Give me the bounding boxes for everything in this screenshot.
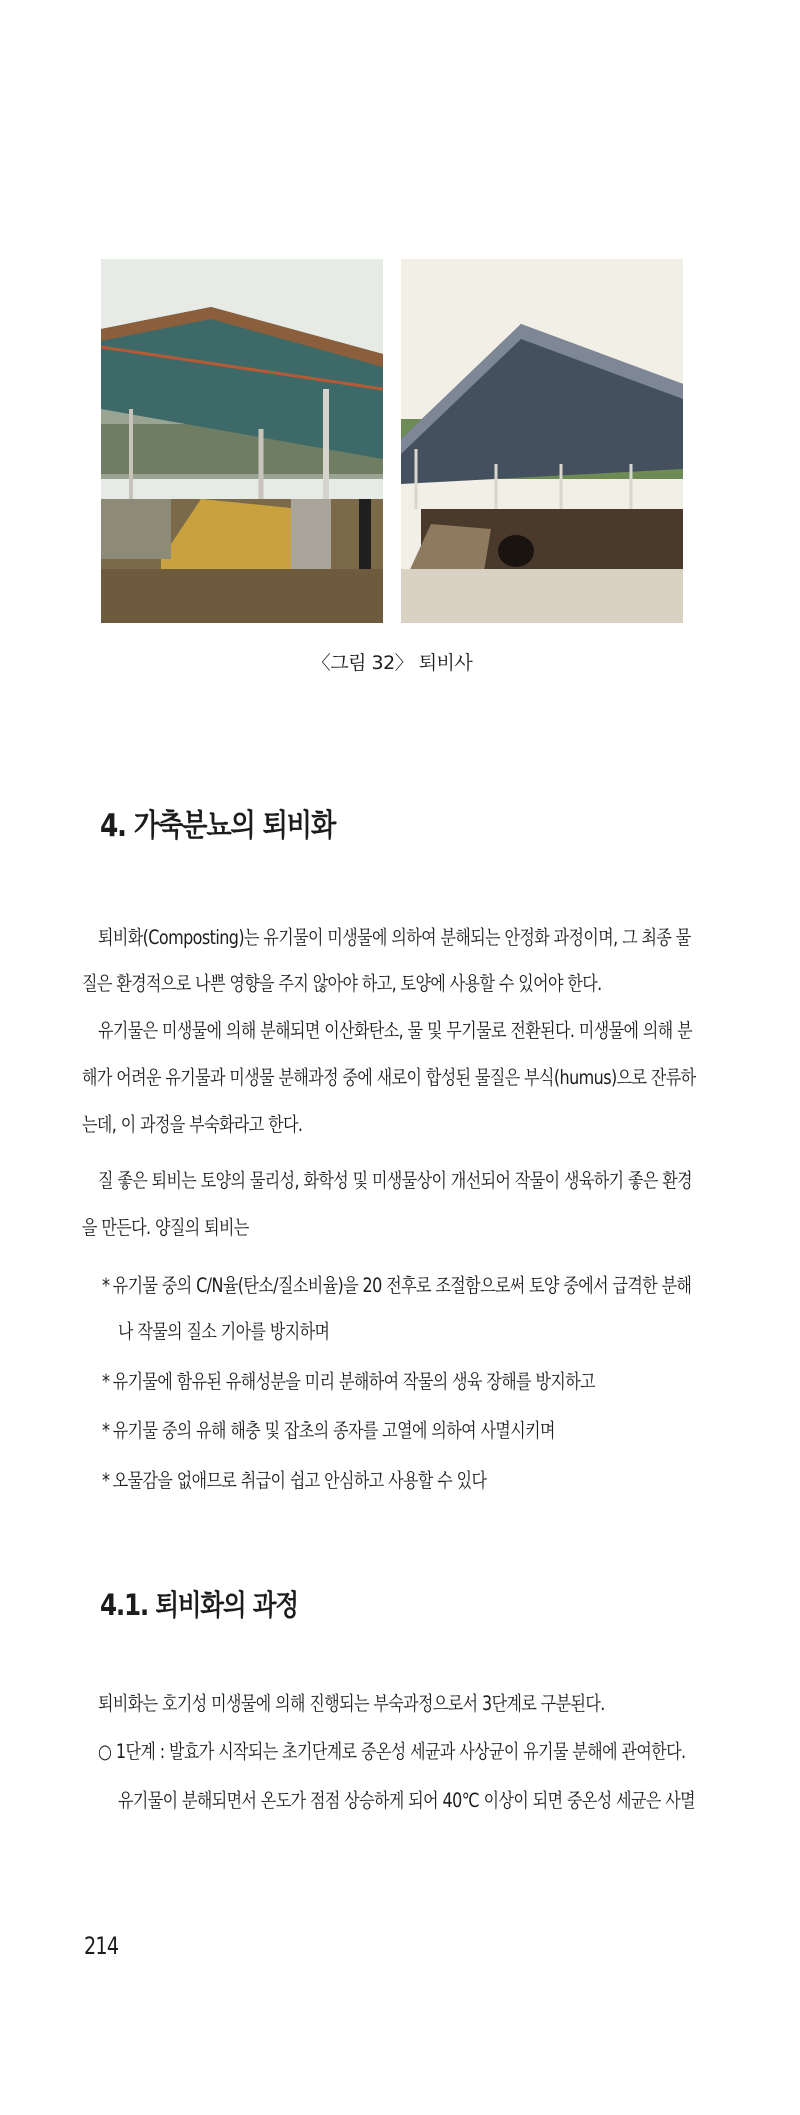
body-line: 유기물이 분해되면서 온도가 점점 상승하게 되어 40℃ 이상이 되면 중온성 세균은 사멸: [118, 1789, 695, 1812]
bullet-marker: *: [102, 1370, 110, 1393]
figure-caption: 〈그림 32〉 퇴비사: [311, 652, 473, 674]
body-line: 유기물은 미생물에 의해 분해되면 이산화탄소, 물 및 무기물로 전환된다. 미생물에 의해 분: [98, 1019, 693, 1042]
subsection-heading: 4.1. 퇴비화의 과정: [100, 1588, 298, 1622]
bullet-marker: *: [102, 1274, 110, 1297]
body-line: 을 만든다. 양질의 퇴비는: [82, 1216, 249, 1239]
compost-shed-photo-left: [101, 259, 383, 623]
bullet-continuation: 나 작물의 질소 기아를 방지하며: [118, 1320, 330, 1343]
page-number: 214: [84, 1932, 119, 1960]
body-line: 퇴비화(Composting)는 유기물이 미생물에 의하여 분해되는 안정화 과정이며, 그 최종 물: [98, 926, 691, 949]
body-line: 질 좋은 퇴비는 토양의 물리성, 화학성 및 미생물상이 개선되어 작물이 생육하기 좋은 환경: [98, 1169, 693, 1192]
body-line: ○ 1단계 : 발효가 시작되는 초기단계로 중온성 세균과 사상균이 유기물 분해에 관여한다.: [98, 1740, 686, 1763]
body-line: 퇴비화는 호기성 미생물에 의해 진행되는 부숙과정으로서 3단계로 구분된다.: [98, 1692, 605, 1715]
bullet-marker: *: [102, 1469, 110, 1492]
compost-shed-photo-right: [401, 259, 683, 623]
body-line: 는데, 이 과정을 부숙화라고 한다.: [82, 1113, 303, 1136]
section-heading: 4. 가축분뇨의 퇴비화: [100, 808, 336, 844]
bullet-item: [102, 1366, 676, 1394]
bullet-text: 유기물 중의 C/N율(탄소/질소비율)을 20 전후로 조절함으로써 토양 중에서 급격한 분해: [112, 1274, 692, 1297]
bullet-item: [102, 1465, 676, 1493]
body-line: 질은 환경적으로 나쁜 영향을 주지 않아야 하고, 토양에 사용할 수 있어야 한다.: [82, 972, 602, 995]
bullet-text: 유기물 중의 유해 해충 및 잡초의 종자를 고열에 의하여 사멸시키며: [112, 1419, 555, 1442]
bullet-item: [102, 1270, 692, 1298]
bullet-text: 오물감을 없애므로 취급이 쉽고 안심하고 사용할 수 있다: [112, 1469, 487, 1492]
bullet-text: 유기물에 함유된 유해성분을 미리 분해하여 작물의 생육 장해를 방지하고: [112, 1370, 595, 1393]
body-line: 해가 어려운 유기물과 미생물 분해과정 중에 새로이 합성된 물질은 부식(humus)으로 잔류하: [82, 1066, 696, 1089]
bullet-marker: *: [102, 1419, 110, 1442]
bullet-item: [102, 1415, 676, 1443]
